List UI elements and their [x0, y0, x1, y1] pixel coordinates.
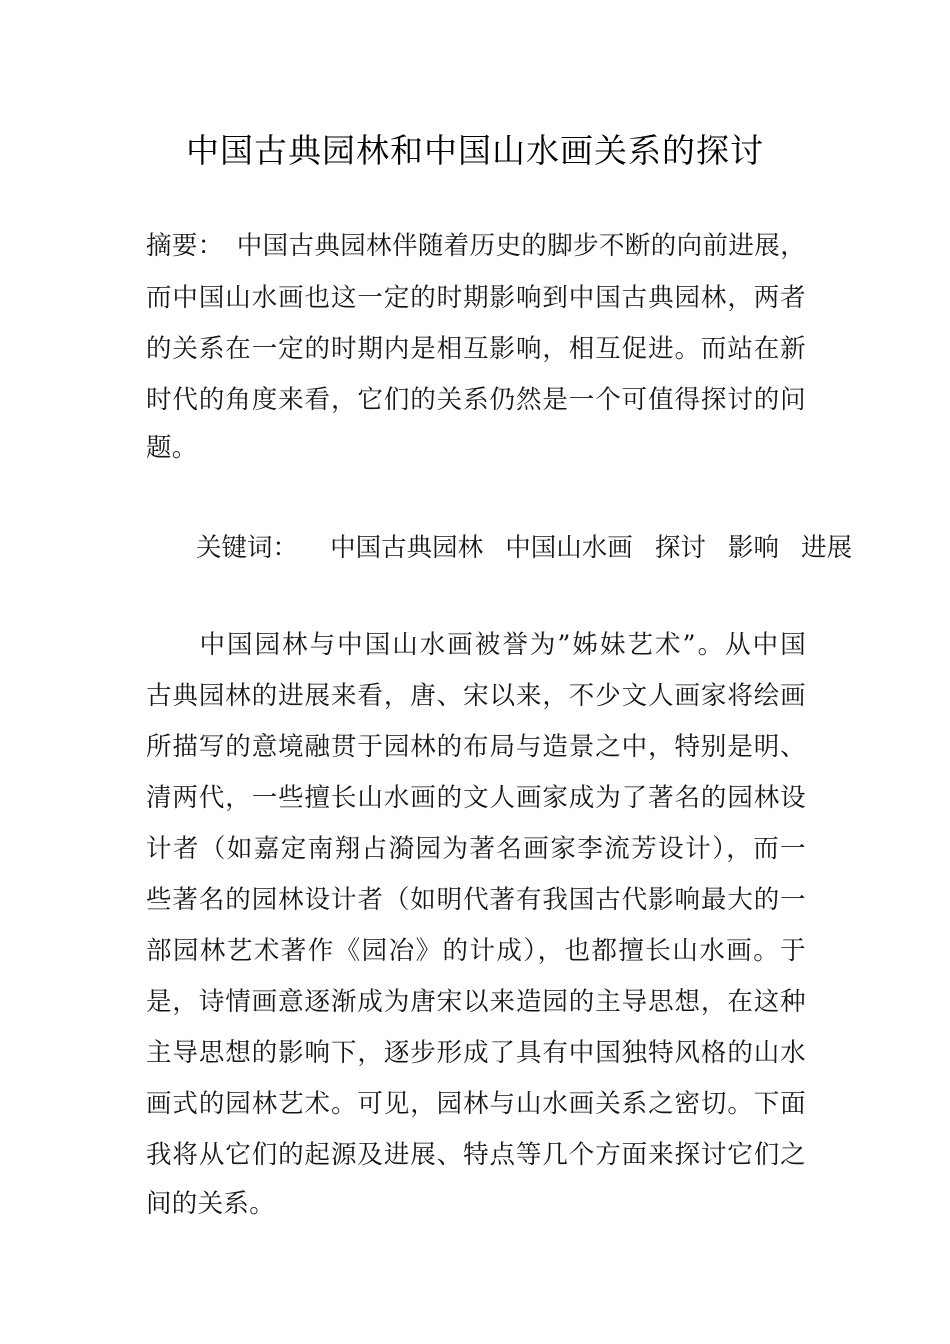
body-line: 清两代，一些擅长山水画的文人画家成为了著名的园林设	[146, 783, 806, 813]
keyword: 探讨	[654, 533, 706, 563]
body-line: 画式的园林艺术。可见，园林与山水画关系之密切。下面	[146, 1089, 806, 1119]
body-line: 所描写的意境融贯于园林的布局与造景之中，特别是明、	[146, 732, 806, 762]
body-line: 是，诗情画意逐渐成为唐宋以来造园的主导思想，在这种	[146, 987, 806, 1017]
keywords-label: 关键词：	[196, 533, 299, 563]
body-line: 主导思想的影响下，逐步形成了具有中国独特风格的山水	[146, 1038, 806, 1068]
body-line: 古典园林的进展来看，唐、宋以来，不少文人画家将绘画	[146, 681, 806, 711]
body-line: 计者（如嘉定南翔占漪园为著名画家李流芳设计），而一	[146, 834, 806, 864]
keyword: 中国山水画	[505, 533, 633, 563]
body-line: 些著名的园林设计者（如明代著有我国古代影响最大的一	[146, 885, 806, 915]
keyword: 进展	[801, 533, 853, 563]
body-line: 中国园林与中国山水画被誉为”姊妹艺术”。从中国	[172, 630, 806, 660]
abstract-line: 时代的角度来看，它们的关系仍然是一个可值得探讨的问	[146, 385, 806, 415]
body-line: 部园林艺术著作《园冶》的计成），也都擅长山水画。于	[146, 936, 806, 966]
page-title: 中国古典园林和中国山水画关系的探讨	[186, 131, 764, 170]
body-line: 我将从它们的起源及进展、特点等几个方面来探讨它们之	[146, 1140, 806, 1170]
abstract-line: 摘要： 中国古典园林伴随着历史的脚步不断的向前进展，	[146, 231, 806, 261]
keyword: 影响	[728, 533, 780, 563]
body-line: 间的关系。	[146, 1189, 276, 1219]
abstract-line: 题。	[146, 433, 198, 463]
abstract-line: 而中国山水画也这一定的时期影响到中国古典园林，两者	[146, 283, 806, 313]
keyword: 中国古典园林	[330, 533, 484, 563]
keywords-line	[196, 530, 866, 566]
abstract-line: 的关系在一定的时期内是相互影响，相互促进。而站在新	[146, 334, 806, 364]
